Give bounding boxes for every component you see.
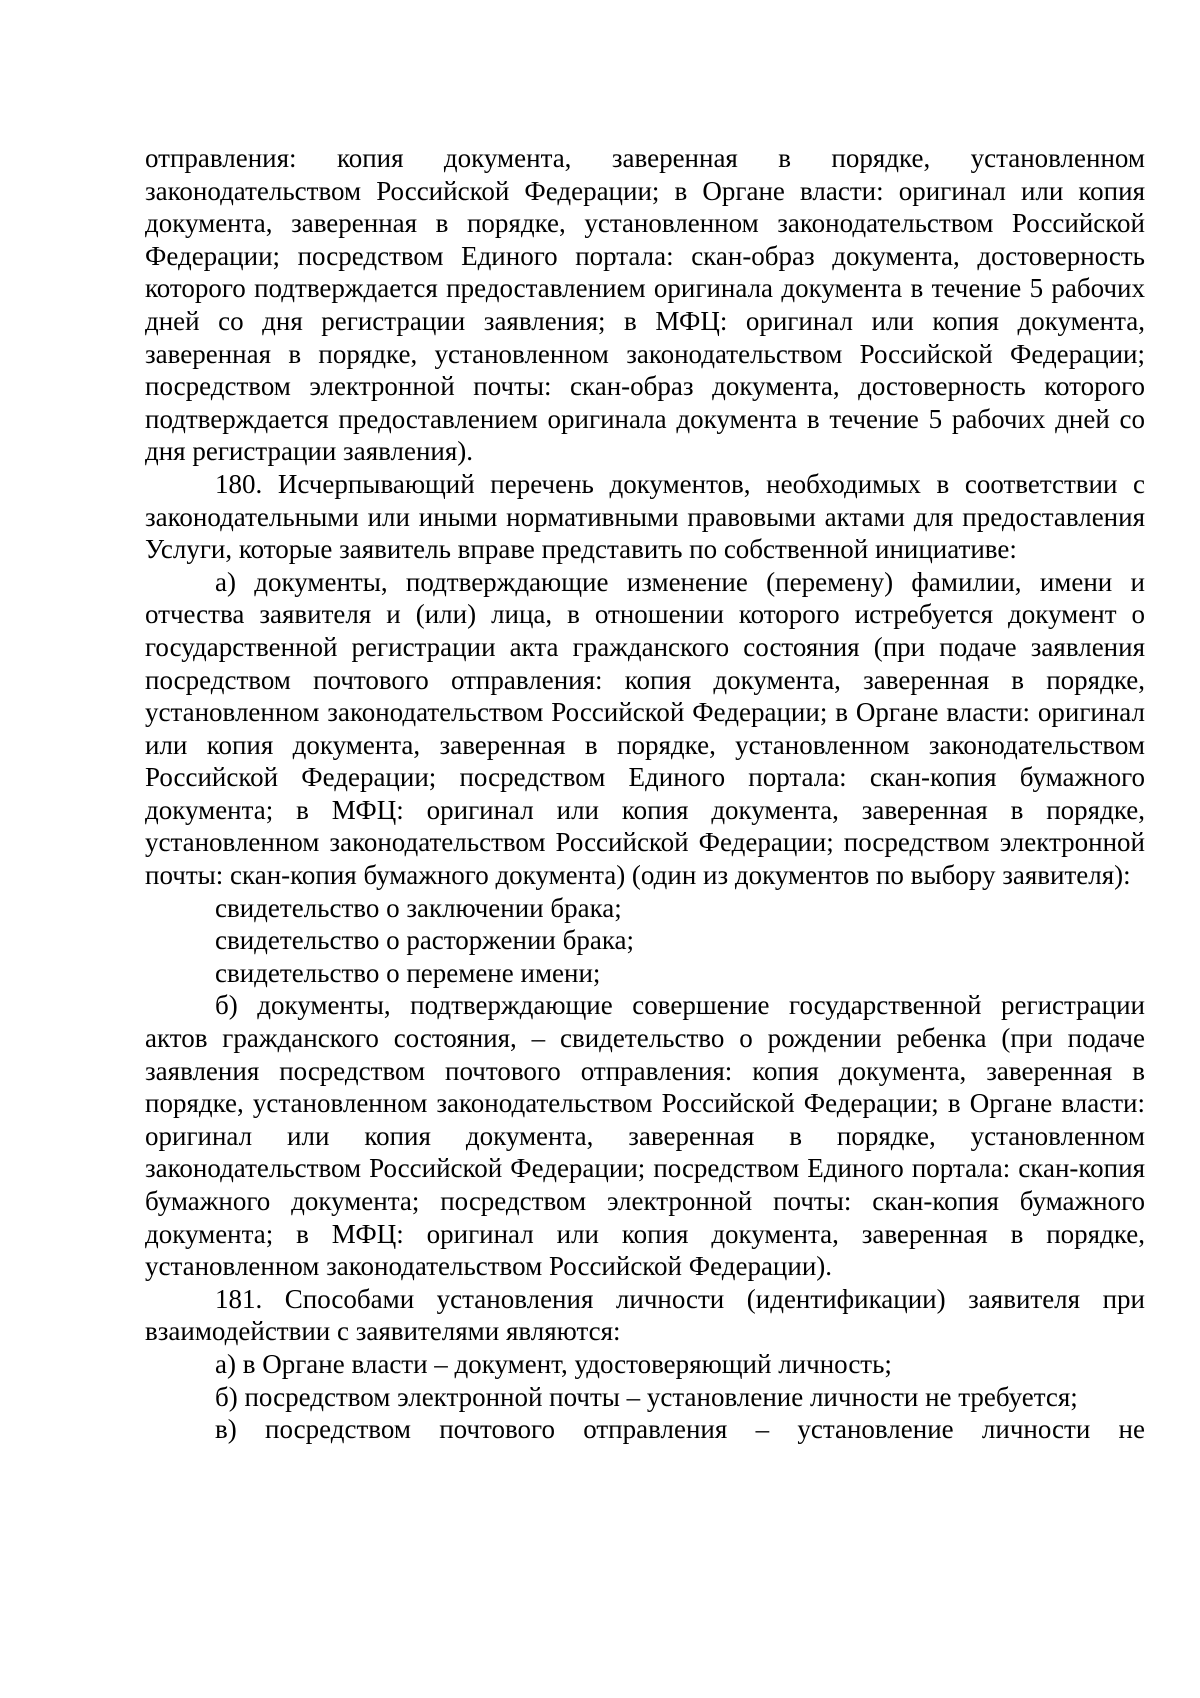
paragraph-item-181-a: а) в Органе власти – документ, удостоверяющий личность; [215, 1348, 892, 1379]
document-page [145, 142, 1145, 1446]
list-item-divorce-certificate: свидетельство о расторжении брака; [215, 925, 635, 956]
paragraph-item-180: 180. Исчерпывающий перечень документов, необходимых в соответствии с законодательными или иными нормативными правовыми актами для предоставления Услуги, которые заявитель вправе представить по собственной инициативе: [145, 468, 1145, 565]
list-item-marriage-certificate: свидетельство о заключении брака; [215, 892, 622, 923]
paragraph-item-181: 181. Способами установления личности (идентификации) заявителя при взаимодействии с заявителями являются: [145, 1283, 1145, 1347]
paragraph-item-181-c: в) посредством почтового отправления – установление личности не [215, 1414, 1145, 1445]
list-item-name-change-certificate: свидетельство о перемене имени; [215, 957, 601, 988]
paragraph-continuation: отправления: копия документа, заверенная в порядке, установленном законодательством Российской Федерации; в Органе власти: оригинал или копия документа, заверенная в порядке, установленном законодательством Российской Федерации; посредством Единого портала: скан-образ документа, достоверность которого подтверждается предоставлением оригинала документа в течение 5 рабочих дней со дня регистрации заявления; в МФЦ: оригинал или копия документа, заверенная в порядке, установленном законодательством Российской Федерации; посредством электронной почты: скан-образ документа, достоверность которого подтверждается предоставлением оригинала документа в течение 5 рабочих дней со дня регистрации заявления). [145, 143, 1145, 467]
paragraph-item-180-b: б) документы, подтверждающие совершение государственной регистрации актов гражданского состояния, – свидетельство о рождении ребенка (при подаче заявления посредством почтового отправления: копия документа, заверенная в порядке, установленном законодательством Российской Федерации; в Органе власти: оригинал или копия документа, заверенная в порядке, установленном законодательством Российской Федерации; посредством Единого портала: скан-копия бумажного документа; посредством электронной почты: скан-копия бумажного документа; в МФЦ: оригинал или копия документа, заверенная в порядке, установленном законодательством Российской Федерации). [145, 990, 1145, 1282]
paragraph-item-180-a: а) документы, подтверждающие изменение (перемену) фамилии, имени и отчества заявителя и (или) лица, в отношении которого истребуется документ о государственной регистрации акта гражданского состояния (при подаче заявления посредством почтового отправления: копия документа, заверенная в порядке, установленном законодательством Российской Федерации; в Органе власти: оригинал или копия документа, заверенная в порядке, установленном законодательством Российской Федерации; посредством Единого портала: скан-копия бумажного документа; в МФЦ: оригинал или копия документа, заверенная в порядке, установленном законодательством Российской Федерации; посредством электронной почты: скан-копия бумажного документа) (один из документов по выбору заявителя): [145, 566, 1145, 891]
paragraph-item-181-b: б) посредством электронной почты – установление личности не требуется; [215, 1381, 1078, 1412]
